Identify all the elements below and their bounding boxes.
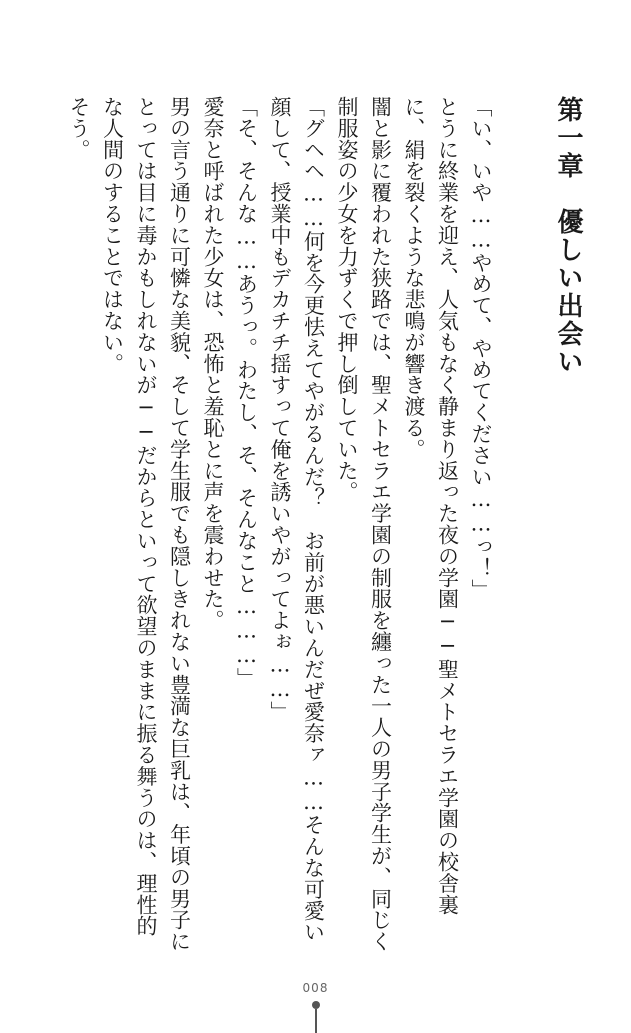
paragraph-5: 「そ、そんな……あうっ。わたし、そ、そんなこと………」 bbox=[234, 96, 259, 689]
paragraph-8: そう。 bbox=[67, 96, 91, 161]
page-number: 008 bbox=[302, 981, 329, 995]
paragraph-7: 男の言う通りに可憐な美貌、そして学生服でも隠しきれない豊満な巨乳は、年頃の男子にとっては目に毒かもしれないが──だからといって欲望のままに振る舞うのは、理性的な人間のすることではない。 bbox=[100, 96, 192, 952]
paragraph-2: とうに終業を迎え、人気もなく静まり返った夜の学園──聖メトセラエ学園の校舎裏に、絹を裂くような悲鳴が響き渡る。 bbox=[402, 96, 460, 916]
paragraph-1: 「い、いや……やめて、やめてください……っ！」 bbox=[469, 96, 493, 601]
paragraph-3: 闇と影に覆われた狭路では、聖メトセラエ学園の制服を纏った一人の男子学生が、同じく制服姿の少女を力ずくで押し倒していた。 bbox=[335, 96, 393, 952]
page-marker-dot bbox=[312, 1001, 320, 1009]
chapter-title: 第一章 優しい出会い bbox=[553, 96, 583, 376]
vertical-text-block bbox=[62, 96, 584, 956]
paragraph-6: 愛奈と呼ばれた少女は、恐怖と羞恥とに声を震わせた。 bbox=[201, 96, 225, 631]
page-marker-line bbox=[315, 1009, 317, 1033]
paragraph-4: 「グヘヘ……何を今更怯えてやがるんだ？ お前が悪いんだぜ愛奈ァ……そんな可愛い顔して、授業中もデカチチ揺すって俺を誘いやがってよぉ……」 bbox=[268, 96, 326, 943]
